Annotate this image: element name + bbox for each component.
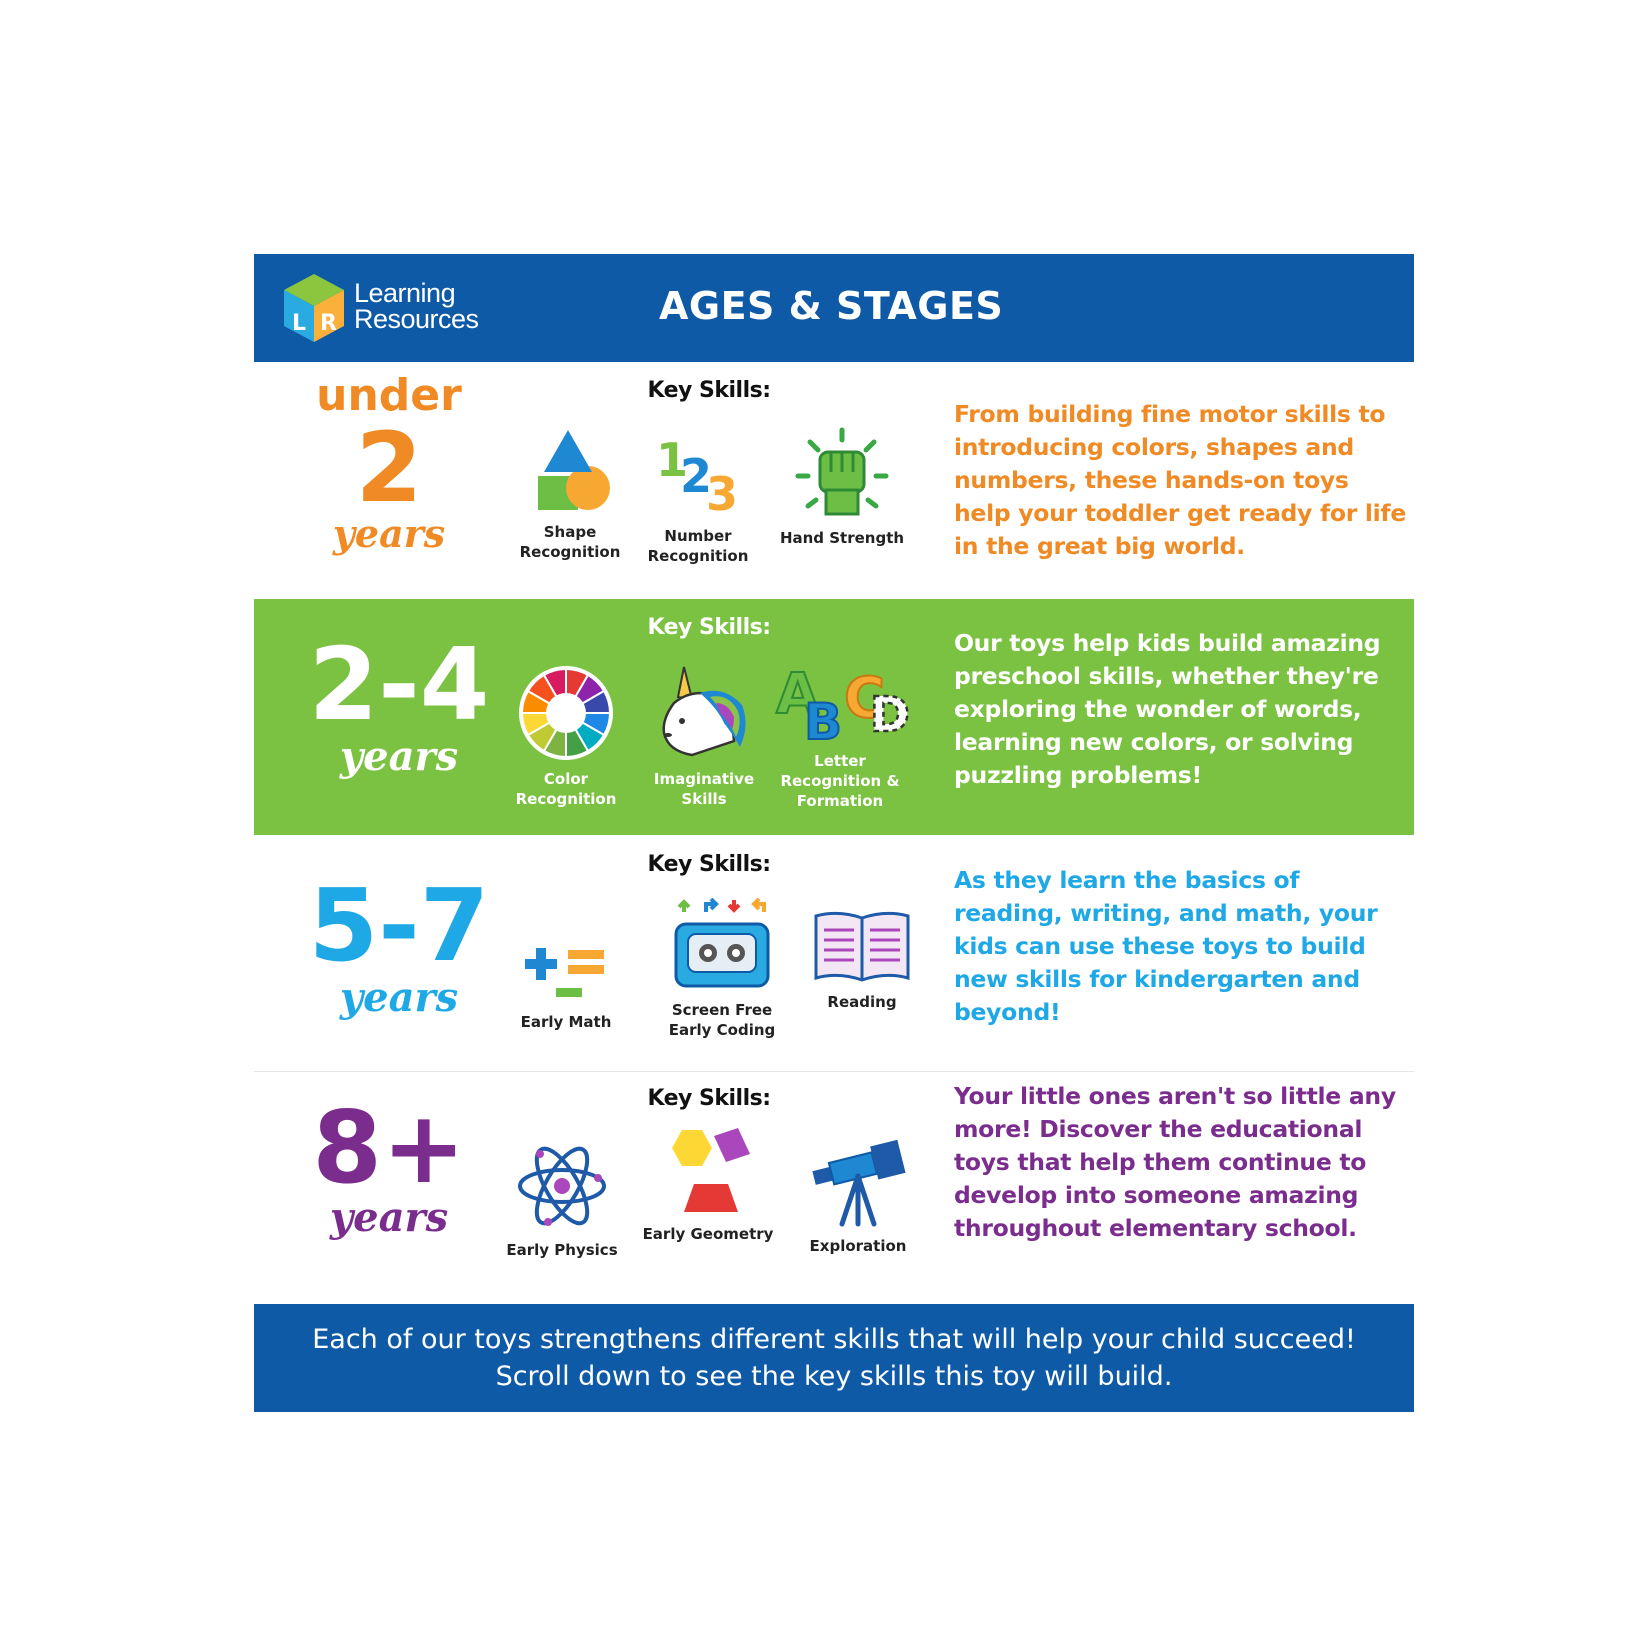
key-skills-label: Key Skills:	[647, 378, 771, 403]
key-skills-label: Key Skills:	[647, 615, 771, 640]
skill-hand-strength: Hand Strength	[772, 426, 912, 548]
skill-early-math: Early Math	[496, 914, 636, 1032]
key-skills-label: Key Skills:	[647, 1086, 771, 1111]
svg-text:R: R	[320, 311, 337, 336]
age-number: 2	[355, 412, 423, 524]
age-label	[254, 372, 524, 554]
numbers-icon	[650, 426, 746, 520]
skill-early-geometry: Early Geometry	[638, 1122, 778, 1244]
telescope-icon	[806, 1134, 910, 1230]
age-label	[264, 626, 534, 780]
stage-description: From building fine motor skills to introducing colors, shapes and numbers, these hands-on toys help your toddler get ready for life in the great big world.	[954, 400, 1406, 560]
page-title: AGES & STAGES	[659, 284, 1004, 328]
atom-icon	[512, 1138, 612, 1234]
skill-shape-recognition: Shape Recognition	[500, 426, 640, 562]
cube-logo-icon	[282, 272, 346, 344]
age-label	[254, 1089, 524, 1241]
unicorn-icon	[654, 663, 754, 763]
age-number: 8+	[312, 1089, 466, 1206]
learning-resources-logo	[282, 268, 522, 348]
svg-text:D: D	[870, 687, 910, 743]
skill-reading: Reading	[792, 906, 932, 1012]
stage-description: Your little ones aren't so little any more! Discover the educational toys that help them continue to develop into someone amazing throughout elementary school.	[954, 1082, 1396, 1242]
ages-stages-card	[254, 254, 1414, 1412]
skill-imaginative-skills: Imaginative Skills	[634, 663, 774, 809]
svg-text:A: A	[776, 662, 820, 727]
age-number: 5-7	[308, 867, 490, 984]
letters-icon	[770, 655, 910, 745]
age-years: years	[332, 511, 446, 556]
svg-text:C: C	[844, 666, 886, 731]
stage-description: Our toys help kids build amazing preschool skills, whether they're exploring the wonder of words, learning new colors, or solving puzzling problems!	[954, 629, 1381, 789]
svg-text:B: B	[804, 693, 843, 745]
stage-description: As they learn the basics of reading, writing, and math, your kids can use these toys to build new skills for kindergarten and beyond!	[954, 866, 1378, 1026]
color-wheel-icon	[516, 663, 616, 763]
book-icon	[810, 906, 914, 986]
skill-letter-recognition: A C B D Letter Recognition & Formation	[770, 655, 910, 811]
footer-text: Each of our toys strengthens different skills that will help your child succeed! Scroll down to see the key skills this toy will build.	[312, 1324, 1356, 1392]
skill-exploration: Exploration	[788, 1134, 928, 1256]
skill-number-recognition: 1 2 3 Number Recognition	[628, 426, 768, 566]
shape-icon	[522, 426, 618, 516]
robot-icon	[670, 898, 774, 994]
geometry-shapes-icon	[656, 1122, 760, 1218]
age-years: years	[329, 1194, 449, 1241]
skill-color-recognition: Color Recognition	[496, 663, 636, 809]
logo-line-1: Learning	[354, 278, 456, 308]
svg-text:2: 2	[680, 449, 713, 503]
logo-line-2: Resources	[354, 304, 479, 334]
stage-5-7	[254, 836, 1414, 1073]
age-number: 2-4	[308, 626, 490, 743]
age-years: years	[339, 974, 459, 1021]
age-prefix: under	[316, 370, 462, 421]
stage-under-2	[254, 362, 1414, 584]
skill-early-physics: Early Physics	[492, 1138, 632, 1260]
footer-bar	[254, 1304, 1414, 1412]
stage-8-plus	[254, 1072, 1414, 1302]
fist-icon	[792, 426, 892, 522]
svg-text:L: L	[292, 311, 307, 336]
svg-text:3: 3	[706, 467, 739, 520]
header-bar	[254, 254, 1414, 362]
math-symbols-icon	[516, 914, 616, 1006]
age-label	[264, 867, 534, 1021]
svg-text:1: 1	[656, 433, 689, 487]
key-skills-label: Key Skills:	[647, 852, 771, 877]
age-years: years	[339, 733, 459, 780]
stage-2-4	[254, 599, 1414, 835]
skill-screen-free-early-coding: Screen Free Early Coding	[652, 898, 792, 1040]
